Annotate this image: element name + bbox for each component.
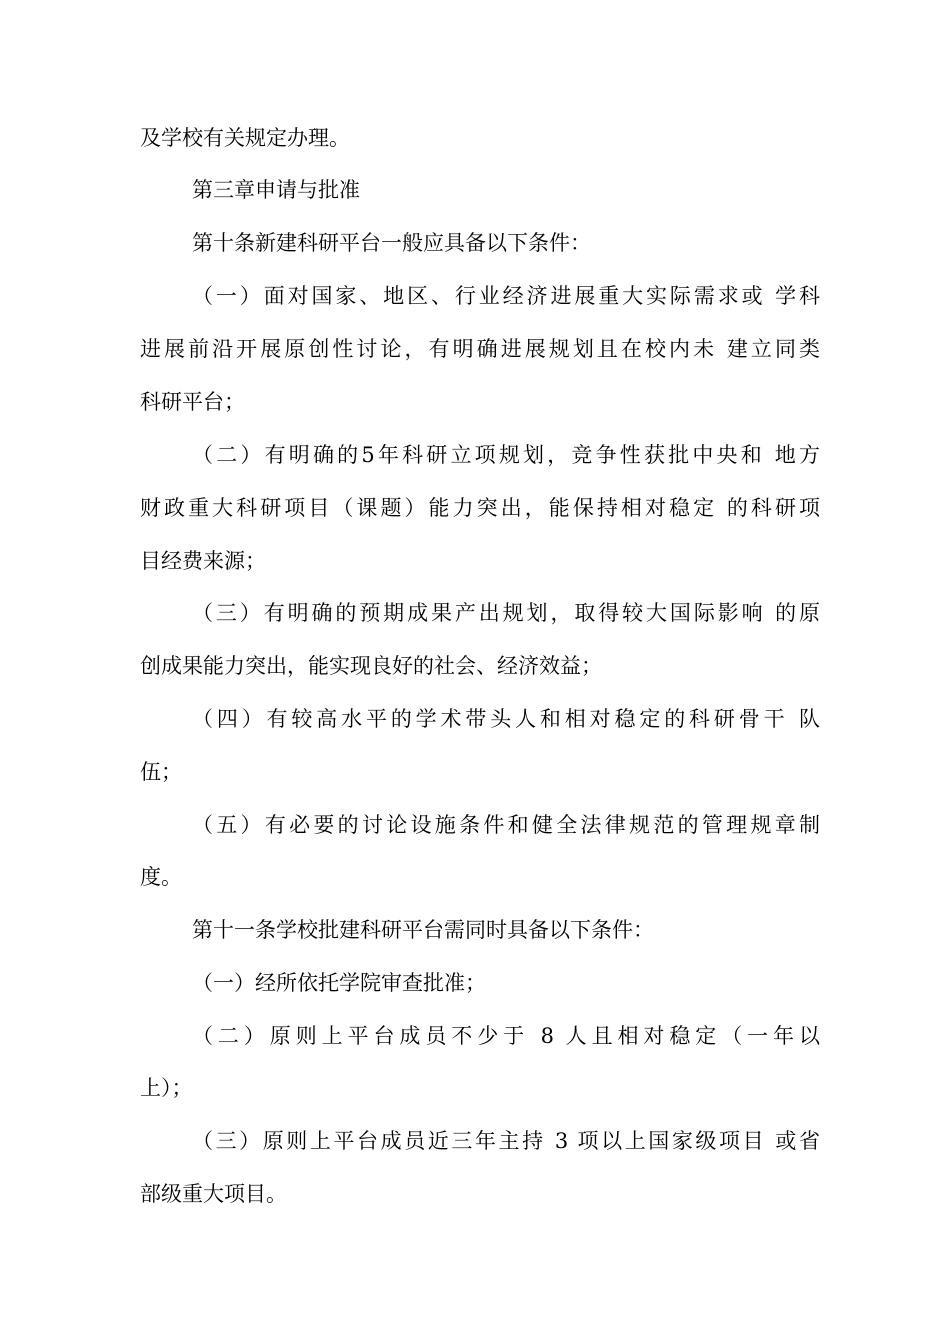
text-line-9: 目经费来源； [140, 549, 266, 573]
text-line-5: 进展前沿开展原创性讨论，有明确进展规划且在校内未 建立同类 [140, 337, 820, 361]
text-line-11: 创成果能力突出，能实现良好的社会、经济效益； [140, 654, 602, 678]
article-11-heading: 第十一条学校批建科研平台需同时具备以下条件： [192, 918, 654, 942]
text-line-20: （三）原则上平台成员近三年主持 3 项以上国家级项目 或省 [192, 1129, 820, 1153]
text-line-18: （二）原则上平台成员不少于 8 人且相对稳定（一年以 [192, 1024, 820, 1048]
text-line-10: （三）有明确的预期成果产出规划，取得较大国际影响 的原 [192, 601, 820, 625]
text-line-14: （五）有必要的讨论设施条件和健全法律规范的管理规章制 [192, 813, 820, 837]
text-line-21: 部级重大项目。 [140, 1182, 287, 1206]
text-line-12: （四）有较高水平的学术带头人和相对稳定的科研骨干 队 [192, 707, 820, 731]
text-line-7: （二）有明确的5年科研立项规划，竞争性获批中央和 地方 [192, 443, 820, 467]
text-line-13: 伍； [140, 760, 182, 784]
text-line-19: 上）； [140, 1076, 193, 1100]
text-line-15: 度。 [140, 865, 182, 889]
text-line-6: 科研平台； [140, 390, 245, 414]
article-10-heading: 第十条新建科研平台一般应具备以下条件： [192, 231, 591, 255]
chapter-heading: 第三章申请与批准 [192, 178, 360, 202]
text-line-4: （一）面对国家、地区、行业经济进展重大实际需求或 学科 [192, 284, 820, 308]
text-line-17: （一）经所依托学院审查批准； [192, 971, 486, 995]
text-line-8: 财政重大科研项目（课题）能力突出，能保持相对稳定 的科研项 [140, 496, 820, 520]
text-line-1: 及学校有关规定办理。 [140, 126, 350, 150]
